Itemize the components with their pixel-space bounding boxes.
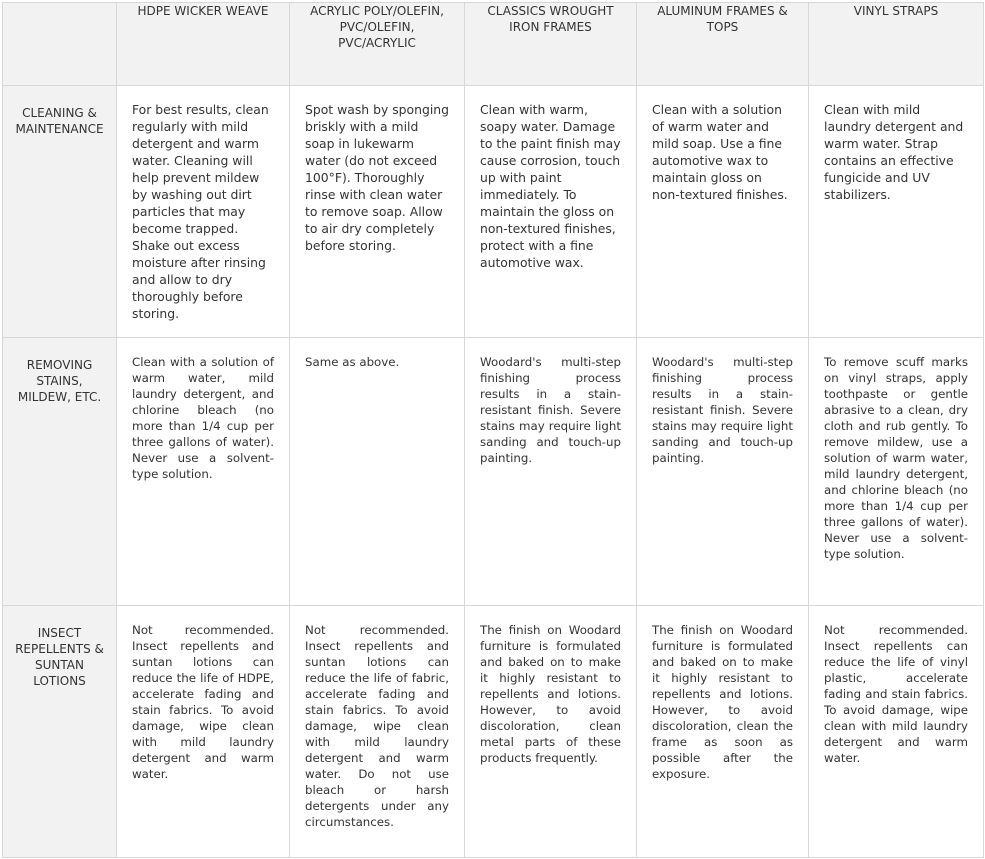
corner-cell: [3, 3, 117, 86]
table-cell: Clean with mild laundry detergent and warm water. Strap contains an effective fungicide and UV stabilizers.: [809, 86, 984, 338]
table-cell: The finish on Woodard furniture is formulated and baked on to make it highly resistant to repellents and lotions. However, to avoid discoloration, clean the frame as soon as possible after the exposure.: [637, 606, 809, 858]
table-cell: The finish on Woodard furniture is formulated and baked on to make it highly resistant to repellents and lotions. However, to avoid discoloration, clean metal parts of these products frequently.: [465, 606, 637, 858]
table-cell: Woodard's multi-step finishing process results in a stain-resistant finish. Severe stains may require light sanding and touch-up painting.: [465, 338, 637, 606]
row-header-cleaning: CLEANING & MAINTENANCE: [3, 86, 117, 338]
table-cell: Not recommended. Insect repellents and suntan lotions can reduce the life of fabric, accelerate fading and stain fabrics. To avoid damage, wipe clean with mild laundry detergent and warm water. Do not use bleach or harsh detergents under any circumstances.: [290, 606, 465, 858]
table-row: [3, 86, 984, 338]
column-header-acrylic-poly: ACRYLIC POLY/OLEFIN, PVC/OLEFIN, PVC/ACRYLIC: [290, 3, 465, 86]
column-header-wrought-iron: CLASSICS WROUGHT IRON FRAMES: [465, 3, 637, 86]
table-row: [3, 338, 984, 606]
table-cell: Clean with warm, soapy water. Damage to the paint finish may cause corrosion, touch up with paint immediately. To maintain the gloss on non-textured finishes, protect with a fine automotive wax.: [465, 86, 637, 338]
table-cell: Not recommended. Insect repellents and suntan lotions can reduce the life of HDPE, accelerate fading and stain fabrics. To avoid damage, wipe clean with mild laundry detergent and warm water.: [117, 606, 290, 858]
table-cell: Clean with a solution of warm water and mild soap. Use a fine automotive wax to maintain gloss on non-textured finishes.: [637, 86, 809, 338]
table-row: [3, 606, 984, 858]
row-header-insect-repellents: INSECT REPELLENTS & SUNTAN LOTIONS: [3, 606, 117, 858]
column-header-aluminum: ALUMINUM FRAMES & TOPS: [637, 3, 809, 86]
column-header-vinyl-straps: VINYL STRAPS: [809, 3, 984, 86]
column-header-hdpe-wicker: HDPE WICKER WEAVE: [117, 3, 290, 86]
table-cell: Not recommended. Insect repellents can reduce the life of vinyl plastic, accelerate fading and stain fabrics. To avoid damage, wipe clean with mild laundry detergent and warm water.: [809, 606, 984, 858]
table-cell: Spot wash by sponging briskly with a mild soap in lukewarm water (do not exceed 100°F). Thoroughly rinse with clean water to remove soap. Allow to air dry completely before storing.: [290, 86, 465, 338]
row-header-removing-stains: REMOVING STAINS, MILDEW, ETC.: [3, 338, 117, 606]
table-cell: To remove scuff marks on vinyl straps, apply toothpaste or gentle abrasive to a clean, dry cloth and rub gently. To remove mildew, use a solution of warm water, mild laundry detergent, and chlorine bleach (no more than 1/4 cup per three gallons of water). Never use a solvent-type solution.: [809, 338, 984, 606]
table-cell: For best results, clean regularly with mild detergent and warm water. Cleaning will help prevent mildew by washing out dirt particles that may become trapped. Shake out excess moisture after rinsing and allow to dry thoroughly before storing.: [117, 86, 290, 338]
care-instructions-table: [2, 2, 984, 858]
table-cell: Same as above.: [290, 338, 465, 606]
header-row: [3, 3, 984, 86]
table-cell: Clean with a solution of warm water, mild laundry detergent, and chlorine bleach (no more than 1/4 cup per three gallons of water). Never use a solvent-type solution.: [117, 338, 290, 606]
table-cell: Woodard's multi-step finishing process results in a stain-resistant finish. Severe stains may require light sanding and touch-up painting.: [637, 338, 809, 606]
